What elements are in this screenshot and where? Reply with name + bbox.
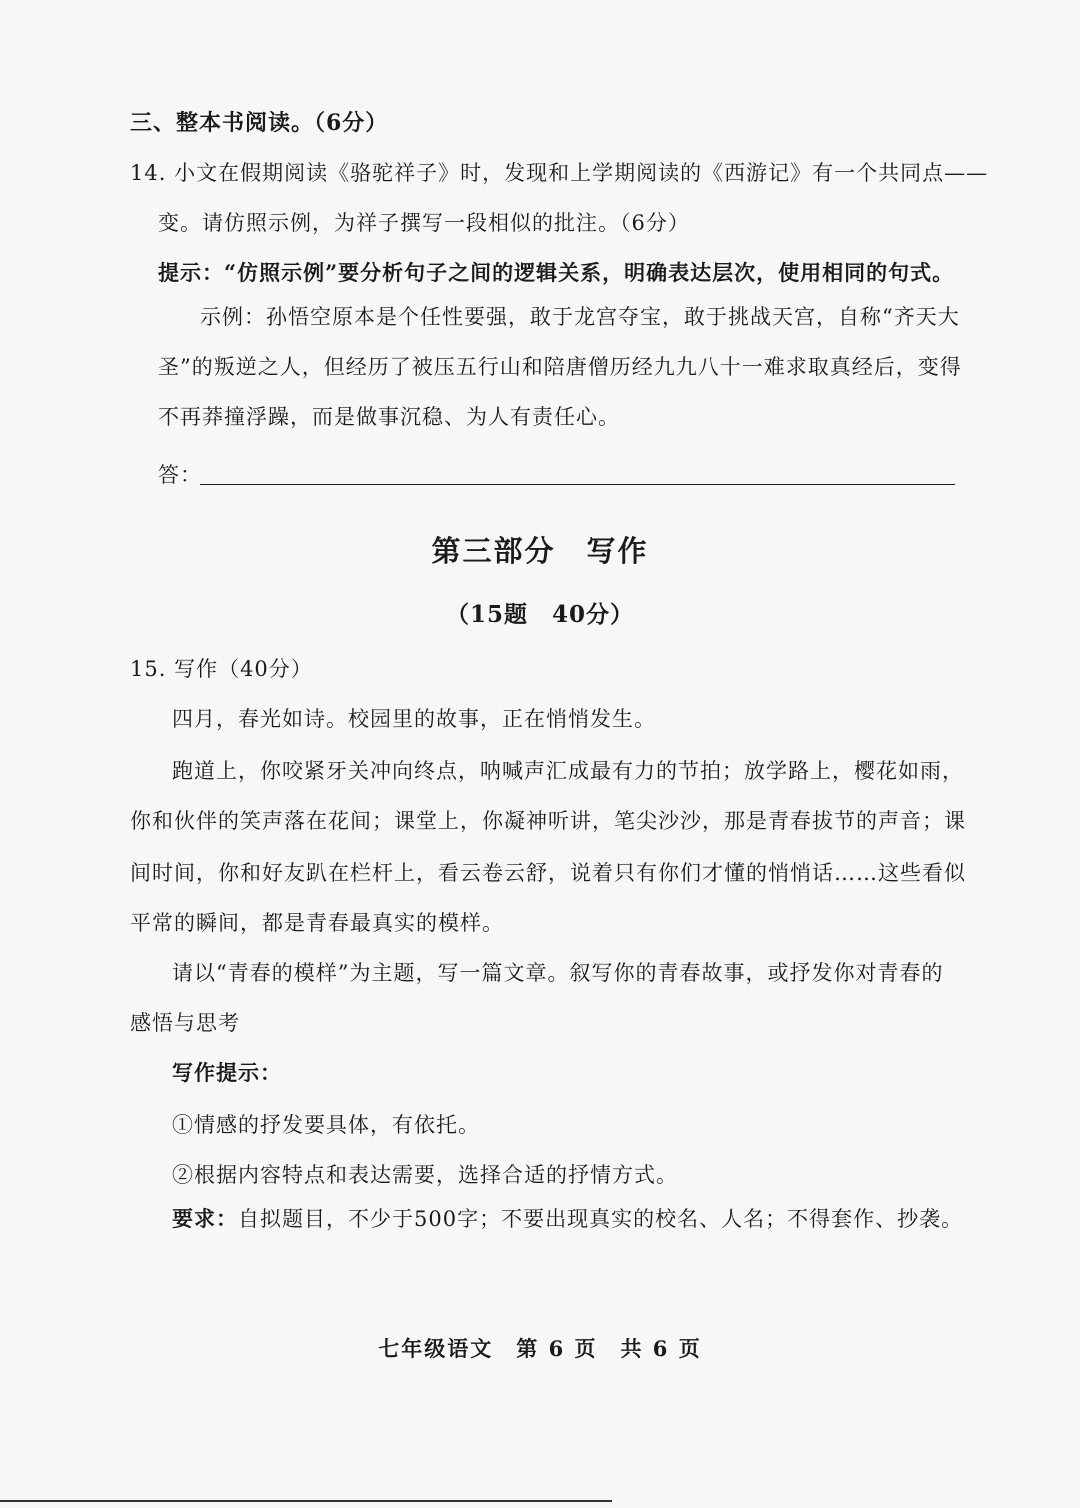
q14-example-line2: 圣”的叛逆之人，但经历了被压五行山和陪唐僧历经九九八十一难求取真经后，变得 bbox=[158, 355, 962, 379]
q14-line1: 14. 小文在假期阅读《骆驼祥子》时，发现和上学期阅读的《西游记》有一个共同点—— bbox=[130, 161, 989, 185]
q14-line2: 变。请仿照示例，为祥子撰写一段相似的批注。（6分） bbox=[158, 211, 690, 235]
page-footer: 七年级语文 第 6 页 共 6 页 bbox=[378, 1336, 702, 1361]
q15-para2-line1: 跑道上，你咬紧牙关冲向终点，呐喊声汇成最有力的节拍；放学路上，樱花如雨， bbox=[172, 759, 964, 783]
requirement-row bbox=[172, 1204, 963, 1234]
part-subtitle: （15题 40分） bbox=[445, 601, 634, 628]
answer-label: 答： bbox=[158, 463, 202, 487]
q14-example-line1: 示例：孙悟空原本是个任性要强，敢于龙宫夺宝，敢于挑战天宫，自称“齐天大 bbox=[200, 305, 960, 329]
tips-heading: 写作提示： bbox=[172, 1060, 282, 1085]
q15-para2-line2: 你和伙伴的笑声落在花间；课堂上，你凝神听讲，笔尖沙沙，那是青春拔节的声音；课 bbox=[130, 809, 966, 833]
requirement-label: 要求： bbox=[172, 1206, 238, 1231]
q15-para2-line3: 间时间，你和好友趴在栏杆上，看云卷云舒，说着只有你们才懂的悄悄话……这些看似 bbox=[130, 861, 966, 885]
q14-hint: 提示：“仿照示例”要分析句子之间的逻辑关系，明确表达层次，使用相同的句式。 bbox=[158, 260, 955, 285]
tip-2: ②根据内容特点和表达需要，选择合适的抒情方式。 bbox=[172, 1163, 678, 1187]
q15-prompt-line2: 感悟与思考 bbox=[130, 1011, 240, 1035]
q15-para2-line4: 平常的瞬间，都是青春最真实的模样。 bbox=[130, 911, 504, 935]
q15-para1: 四月，春光如诗。校园里的故事，正在悄悄发生。 bbox=[172, 707, 656, 731]
part-title: 第三部分 写作 bbox=[431, 534, 649, 568]
q15-heading: 15. 写作（40分） bbox=[130, 657, 313, 681]
section-heading: 三、整本书阅读。（6分） bbox=[130, 110, 389, 136]
bottom-edge-line bbox=[0, 1500, 612, 1502]
requirement-text: 自拟题目，不少于500字；不要出现真实的校名、人名；不得套作、抄袭。 bbox=[238, 1207, 964, 1231]
tip-1: ①情感的抒发要具体，有依托。 bbox=[172, 1113, 480, 1137]
q15-prompt-line1: 请以“青春的模样”为主题，写一篇文章。叙写你的青春故事，或抒发你对青春的 bbox=[172, 961, 944, 985]
q14-example-line3: 不再莽撞浮躁，而是做事沉稳、为人有责任心。 bbox=[158, 405, 620, 429]
answer-line bbox=[200, 484, 955, 485]
